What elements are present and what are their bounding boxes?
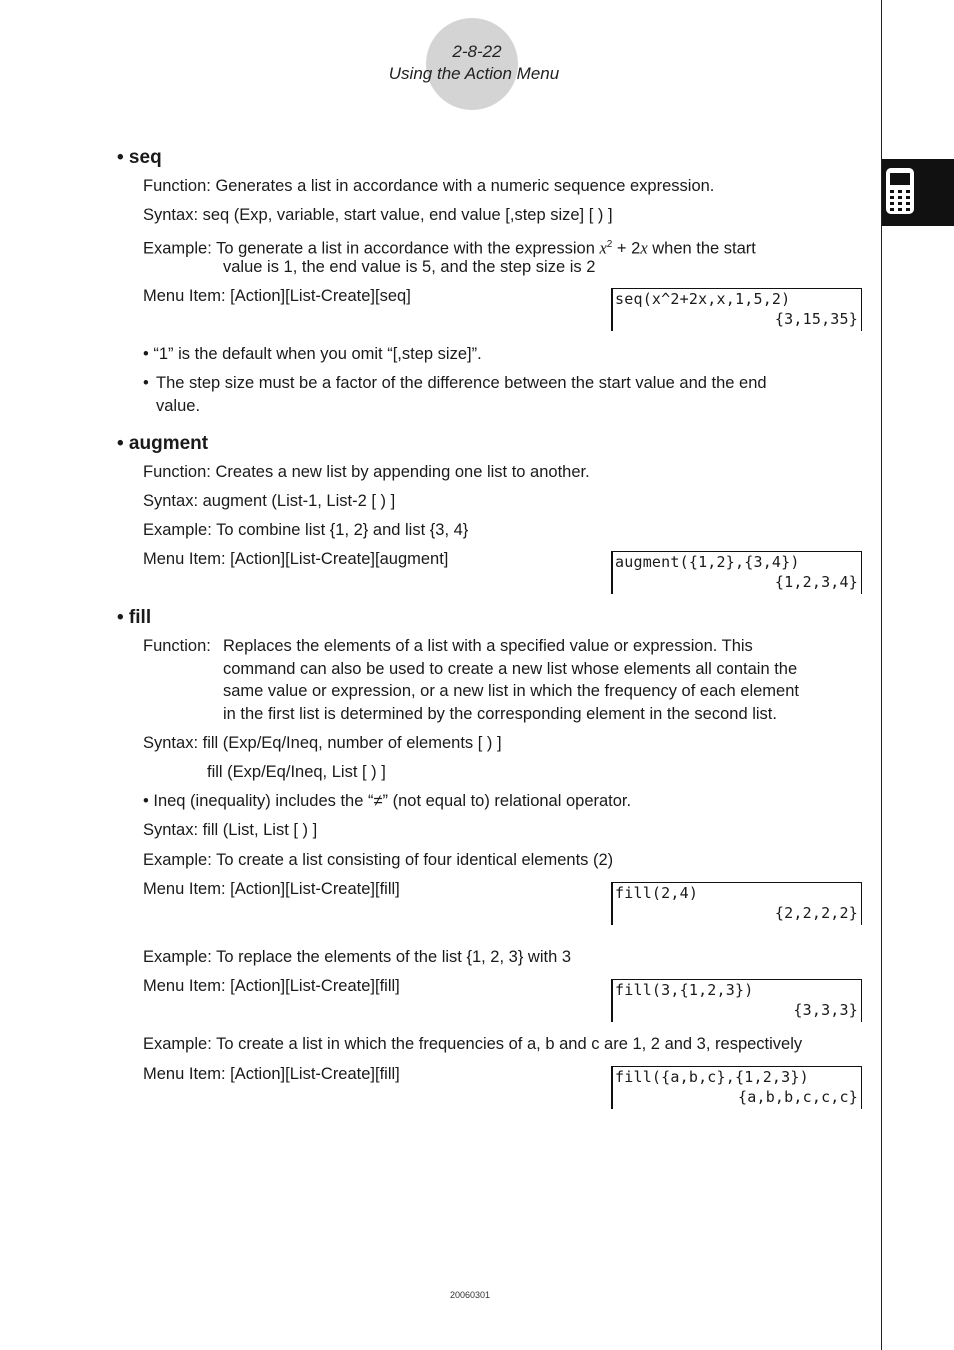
seq-screen-output: {3,15,35} xyxy=(774,310,858,328)
page-number: 2-8-22 xyxy=(452,42,502,61)
seq-example-prefix: Example: To generate a list in accordance with the expression xyxy=(143,239,600,258)
seq-example-suffix: when the start xyxy=(647,239,756,258)
augment-syntax: Syntax: augment (List-1, List-2 [ ) ] xyxy=(143,492,396,510)
fill-function-line2: command can also be used to create a new list whose elements all contain the xyxy=(223,660,798,678)
augment-screen-output: {1,2,3,4} xyxy=(774,573,858,591)
fill-example-2-menu: Menu Item: [Action][List-Create][fill] xyxy=(143,977,400,995)
fill-screen-3 xyxy=(611,1066,862,1109)
fill-screen-3-output: {a,b,b,c,c,c} xyxy=(738,1088,858,1106)
fill-screen-3-input: fill({a,b,c},{1,2,3}) xyxy=(615,1068,809,1086)
fill-screen-1-output: {2,2,2,2} xyxy=(774,904,858,922)
seq-note-default: • “1” is the default when you omit “[,step size]”. xyxy=(143,345,482,363)
fill-function-line1: Replaces the elements of a list with a specified value or expression. This xyxy=(223,637,753,655)
fill-screen-2 xyxy=(611,979,862,1022)
seq-menu-item: Menu Item: [Action][List-Create][seq] xyxy=(143,287,411,305)
fill-heading: • fill xyxy=(117,607,152,628)
seq-note-bullet: • xyxy=(143,374,149,392)
seq-expr-sup: 2 xyxy=(606,239,613,250)
fill-example-3: Example: To create a list in which the frequencies of a, b and c are 1, 2 and 3, respectively xyxy=(143,1035,803,1053)
seq-function: Function: Generates a list in accordance with a numeric sequence expression. xyxy=(143,177,715,195)
fill-syntax-2: Syntax: fill (List, List [ ) ] xyxy=(143,821,318,839)
fill-example-3-menu: Menu Item: [Action][List-Create][fill] xyxy=(143,1065,400,1083)
fill-example-1: Example: To create a list consisting of four identical elements (2) xyxy=(143,851,614,869)
fill-example-1-menu: Menu Item: [Action][List-Create][fill] xyxy=(143,880,400,898)
seq-note-step-line1: The step size must be a factor of the difference between the start value and the end xyxy=(156,374,767,392)
seq-expr-x2: x xyxy=(640,238,648,258)
fill-syntax-1: Syntax: fill (Exp/Eq/Ineq, number of elements [ ) ] xyxy=(143,734,502,752)
seq-expr-mid: + 2 xyxy=(612,239,641,258)
augment-example: Example: To combine list {1, 2} and list {3, 4} xyxy=(143,521,469,539)
section-title: Using the Action Menu xyxy=(388,64,560,83)
augment-heading: • augment xyxy=(117,433,209,454)
seq-example-line2: value is 1, the end value is 5, and the step size is 2 xyxy=(223,258,596,276)
fill-screen-1-input: fill(2,4) xyxy=(615,884,699,902)
seq-heading: • seq xyxy=(117,147,162,168)
fill-screen-2-output: {3,3,3} xyxy=(793,1001,858,1019)
fill-screen-1 xyxy=(611,882,862,925)
augment-screen-input: augment({1,2},{3,4}) xyxy=(615,553,800,571)
footer-code: 20060301 xyxy=(449,1290,491,1300)
seq-screen xyxy=(611,288,862,331)
augment-menu-item: Menu Item: [Action][List-Create][augment] xyxy=(143,550,449,568)
seq-syntax: Syntax: seq (Exp, variable, start value, end value [,step size] [ ) ] xyxy=(143,206,613,224)
fill-function-label: Function: xyxy=(143,637,211,655)
augment-function: Function: Creates a new list by appending one list to another. xyxy=(143,463,590,481)
fill-function-line4: in the first list is determined by the corresponding element in the second list. xyxy=(223,705,777,723)
fill-syntax-1b: fill (Exp/Eq/Ineq, List [ ) ] xyxy=(207,763,386,781)
fill-example-2: Example: To replace the elements of the list {1, 2, 3} with 3 xyxy=(143,948,572,966)
calculator-icon xyxy=(885,167,915,215)
seq-screen-input: seq(x^2+2x,x,1,5,2) xyxy=(615,290,791,308)
fill-screen-2-input: fill(3,{1,2,3}) xyxy=(615,981,754,999)
augment-screen xyxy=(611,551,862,594)
fill-function-line3: same value or expression, or a new list in which the frequency of each element xyxy=(223,682,799,700)
seq-expr-x: x xyxy=(599,238,607,258)
chapter-tab xyxy=(882,159,954,226)
seq-note-step-line2: value. xyxy=(156,397,201,415)
fill-ineq-note: • Ineq (inequality) includes the “≠” (not equal to) relational operator. xyxy=(143,792,632,810)
